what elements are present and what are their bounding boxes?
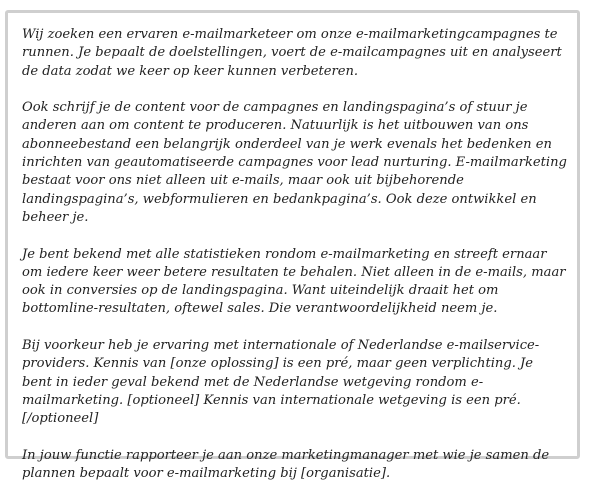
paragraph-experience-requirements: Bij voorkeur heb je ervaring met internationale of Nederlandse e-mailservice-providers. Kennis van [onze oplossing] is een pré, maar geen verplichting. Je bent in ieder geval bekend met de Nederlandse wetgeving rondom e-mailmarketing. [optioneel] Kennis van internationale wetgeving is een pré.[/optioneel] bbox=[22, 338, 540, 427]
job-description-text bbox=[22, 26, 567, 502]
paragraph-content-responsibilities: Ook schrijf je de content voor de campagnes en landingspagina’s of stuur je anderen aan om content te produceren. Natuurlijk is het uitbouwen van ons abonneebestand een belangrijk onderdeel van je werk evenals het bedenken en inrichten van geautomatiseerde campagnes voor lead nurturing. E-mailmarketing bestaat voor ons niet alleen uit e-mails, maar ook uit bijbehorende landingspagina’s, webformulieren en bedankpagina’s. Ook deze ontwikkel en beheer je. bbox=[22, 100, 567, 225]
paragraph-role-summary: Wij zoeken een ervaren e-mailmarketeer om onze e-mailmarketingcampagnes te runnen. Je bepaalt de doelstellingen, voert de e-mailcampagnes uit en analyseert de data zodat we keer op keer kunnen verbeteren. bbox=[22, 27, 562, 79]
text-panel bbox=[5, 10, 580, 482]
paragraph-reporting-line: In jouw functie rapporteer je aan onze marketingmanager met wie je samen de plannen bepaalt voor e-mailmarketing bij [organisatie]. bbox=[22, 447, 550, 482]
paragraph-statistics-results: Je bent bekend met alle statistieken rondom e-mailmarketing en streeft ernaar om iedere keer weer betere resultaten te behalen. Niet alleen in de e-mails, maar ook in conversies op de landingspagina. Want uiteindelijk draait het om bottomline-resultaten, oftewel sales. Die verantwoordelijkheid neem je. bbox=[22, 246, 566, 317]
